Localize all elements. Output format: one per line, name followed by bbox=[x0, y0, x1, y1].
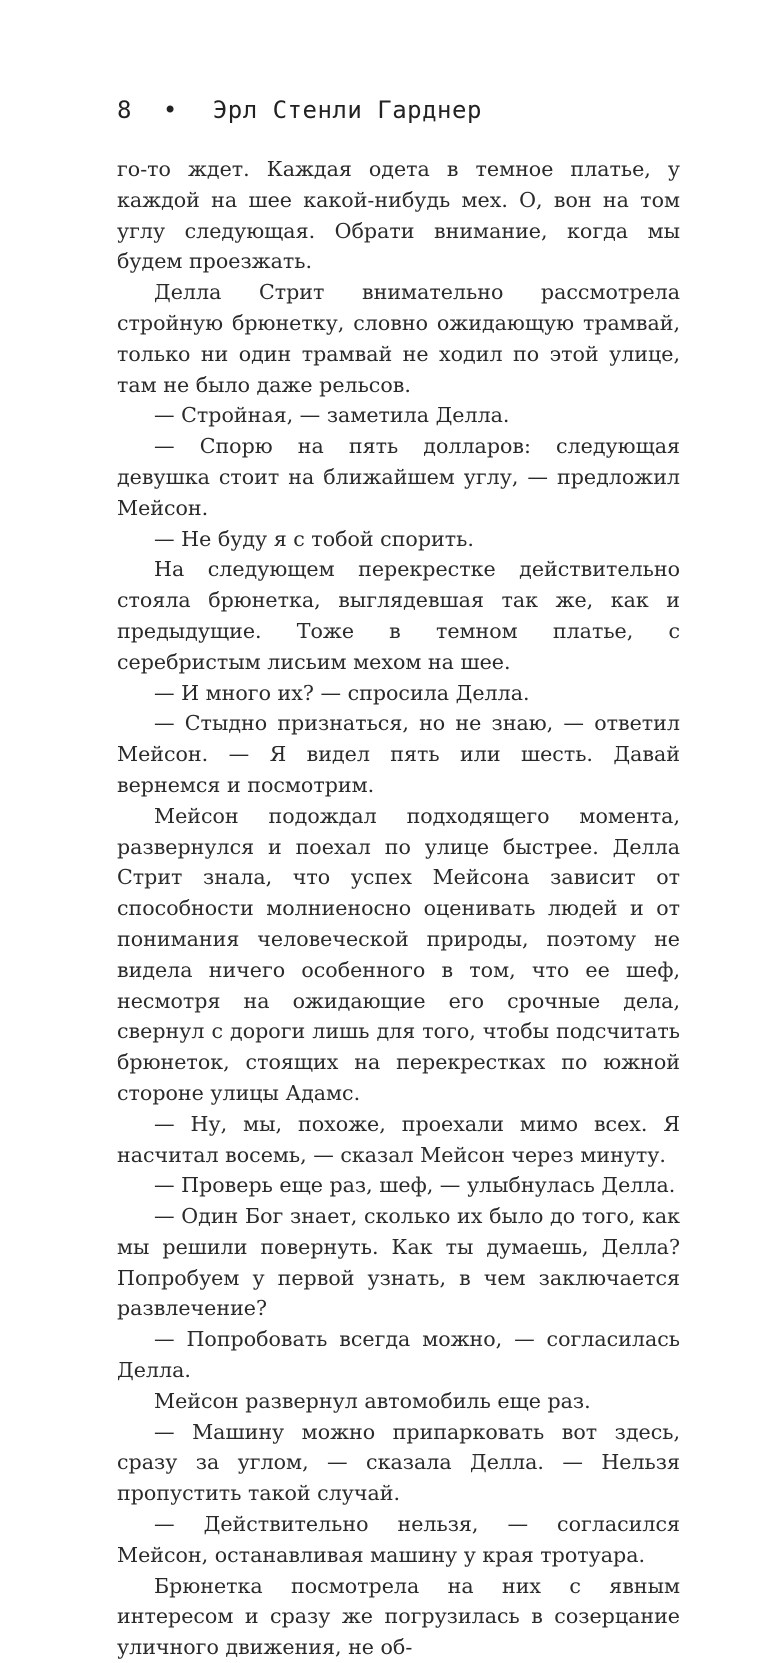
header-separator: • bbox=[162, 96, 178, 124]
paragraph: Делла Стрит внимательно рассмотрела стройную брюнетку, словно ожидающую трамвай, только ни один трамвай не ходил по этой улице, там не было даже рельсов. bbox=[117, 280, 680, 397]
paragraph: На следующем перекрестке действительно стояла брюнетка, выглядевшая так же, как и предыдущие. Тоже в темном платье, с серебристым лисьим мехом на шее. bbox=[117, 557, 680, 674]
dialogue-line: — Действительно нельзя, — согласился Мейсон, останавливая машину у края тротуара. bbox=[117, 1512, 680, 1567]
paragraph: Мейсон подождал подходящего момента, развернулся и поехал по улице быстрее. Делла Стрит знала, что успех Мейсона зависит от способности молниеносно оценивать людей и от понимания человеческой природы, поэтому не видела ничего особенного в том, что ее шеф, несмотря на ожидающие его срочные дела, свернул с дороги лишь для того, чтобы подсчитать брюнеток, стоящих на перекрестках по южной стороне улицы Адамс. bbox=[117, 803, 680, 1105]
paragraph: Мейсон развернул автомобиль еще раз. bbox=[154, 1388, 591, 1413]
dialogue-line: — Ну, мы, похоже, проехали мимо всех. Я насчитал восемь, — сказал Мейсон через минуту. bbox=[117, 1111, 680, 1167]
dialogue-line: — Один Бог знает, сколько их было до того, как мы решили повернуть. Как ты думаешь, Делла? Попробуем у первой узнать, в чем заключается развлечение? bbox=[117, 1204, 680, 1321]
page-body bbox=[117, 154, 680, 1663]
page-number: 8 bbox=[117, 96, 132, 124]
dialogue-line: — Не буду я с тобой спорить. bbox=[154, 526, 474, 551]
dialogue-line: — Стыдно признаться, но не знаю, — ответил Мейсон. — Я видел пять или шесть. Давай вернемся и посмотрим. bbox=[117, 711, 680, 797]
dialogue-line: — И много их? — спросила Делла. bbox=[154, 680, 530, 705]
running-header bbox=[117, 96, 482, 124]
dialogue-line: — Стройная, — заметила Делла. bbox=[154, 403, 510, 428]
dialogue-line: — Машину можно припарковать вот здесь, сразу за углом, — сказала Делла. — Нельзя пропустить такой случай. bbox=[117, 1419, 680, 1506]
dialogue-line: — Спорю на пять долларов: следующая девушка стоит на ближайшем углу, — предложил Мейсон. bbox=[117, 434, 680, 520]
paragraph: Брюнетка посмотрела на них с явным интересом и сразу же погрузилась в созерцание уличного движения, не об- bbox=[117, 1573, 680, 1660]
running-title: Эрл Стенли Гарднер bbox=[212, 96, 482, 124]
paragraph: го-то ждет. Каждая одета в темное платье, у каждой на шее какой-нибудь мех. О, вон на том углу следующая. Обрати внимание, когда мы будем проезжать. bbox=[117, 157, 680, 274]
dialogue-line: — Попробовать всегда можно, — согласилась Делла. bbox=[117, 1327, 680, 1383]
dialogue-line: — Проверь еще раз, шеф, — улыбнулась Делла. bbox=[154, 1173, 676, 1198]
